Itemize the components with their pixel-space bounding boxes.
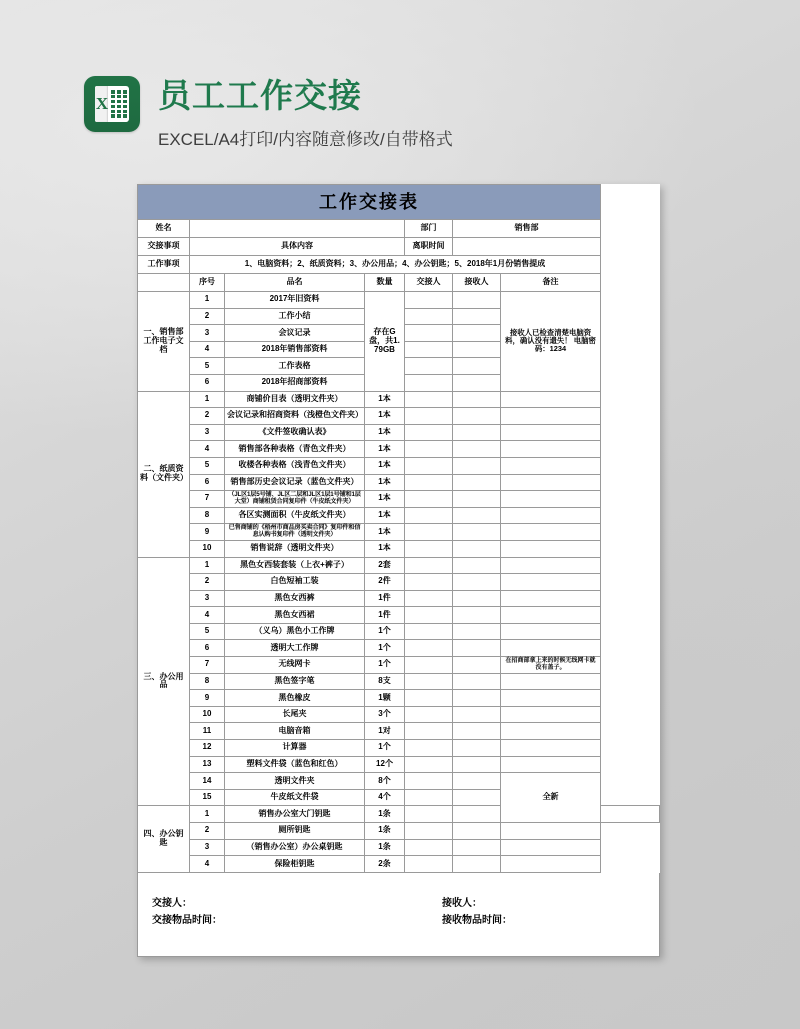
row-receiver[interactable]: [453, 756, 501, 773]
row-index: 1: [190, 806, 225, 823]
row-receiver[interactable]: [453, 474, 501, 491]
row-item: 销售说辞（透明文件夹）: [225, 540, 365, 557]
row-receiver[interactable]: [453, 524, 501, 541]
signature-footer: [137, 873, 660, 957]
row-item: 2017年旧资料: [225, 292, 365, 309]
table-row: [138, 408, 660, 425]
row-receiver[interactable]: [453, 839, 501, 856]
row-receiver[interactable]: [453, 623, 501, 640]
row-index: 4: [190, 607, 225, 624]
info-row-handover: [138, 238, 660, 256]
row-item: 已售商铺的《梧州市商品房买卖合同》复印件和信息认购书复印件（透明文件夹）: [225, 524, 365, 541]
row-deliverer[interactable]: [405, 789, 453, 806]
table-row: [138, 491, 660, 508]
section-label: 二、纸质资料（文件夹）: [138, 391, 190, 557]
row-item: 白色短袖工装: [225, 574, 365, 591]
row-receiver[interactable]: [453, 706, 501, 723]
row-receiver[interactable]: [453, 292, 501, 309]
row-qty: 1条: [365, 839, 405, 856]
row-item: 透明大工作牌: [225, 640, 365, 657]
row-receiver[interactable]: [453, 823, 501, 840]
row-remark[interactable]: [501, 756, 601, 773]
row-receiver[interactable]: [453, 789, 501, 806]
row-receiver[interactable]: [453, 673, 501, 690]
row-deliverer[interactable]: [405, 740, 453, 757]
row-qty: 8个: [365, 773, 405, 790]
row-index: 3: [190, 839, 225, 856]
row-index: 2: [190, 408, 225, 425]
row-index: 8: [190, 507, 225, 524]
row-qty: 1本: [365, 391, 405, 408]
row-deliverer[interactable]: [405, 673, 453, 690]
row-index: 2: [190, 823, 225, 840]
row-remark[interactable]: [501, 856, 601, 873]
col-deliver: 交接人: [405, 274, 453, 292]
col-qty: 数量: [365, 274, 405, 292]
row-receiver[interactable]: [453, 325, 501, 342]
row-qty: 1条: [365, 806, 405, 823]
row-remark[interactable]: [501, 623, 601, 640]
row-qty: 1本: [365, 474, 405, 491]
row-deliverer[interactable]: [405, 773, 453, 790]
row-qty: 1对: [365, 723, 405, 740]
row-item: 会议记录和招商资料（浅橙色文件夹）: [225, 408, 365, 425]
row-receiver[interactable]: [453, 557, 501, 574]
table-row: [138, 574, 660, 591]
worksheet-card: [137, 184, 660, 957]
row-receiver[interactable]: [453, 308, 501, 325]
row-remark[interactable]: [501, 474, 601, 491]
promo-title: 员工工作交接: [158, 77, 362, 114]
table-row: [138, 623, 660, 640]
row-remark[interactable]: 全新: [501, 773, 601, 823]
col-remark: 备注: [501, 274, 601, 292]
row-item: 塑料文件袋（蓝色和红色）: [225, 756, 365, 773]
row-index: 3: [190, 424, 225, 441]
leave-time-value[interactable]: [453, 238, 601, 256]
row-qty: 1件: [365, 607, 405, 624]
row-qty: 1本: [365, 408, 405, 425]
deliverer-block: [152, 895, 442, 930]
row-receiver[interactable]: [453, 507, 501, 524]
row-item: 黑色女西装套装（上衣+裤子）: [225, 557, 365, 574]
row-remark[interactable]: [501, 391, 601, 408]
row-item: 无线网卡: [225, 657, 365, 674]
row-qty: 1本: [365, 491, 405, 508]
row-deliverer[interactable]: [405, 756, 453, 773]
row-receiver[interactable]: [453, 806, 501, 823]
excel-file-icon: X: [84, 76, 140, 132]
row-remark[interactable]: [501, 408, 601, 425]
row-index: 5: [190, 457, 225, 474]
row-qty: 1本: [365, 441, 405, 458]
row-index: 3: [190, 325, 225, 342]
receiver-block: [442, 895, 512, 930]
row-index: 9: [190, 690, 225, 707]
row-item: 黑色女西裙: [225, 607, 365, 624]
work-items-label: 工作事项: [138, 256, 190, 274]
row-qty: 1本: [365, 424, 405, 441]
table-row: [138, 839, 660, 856]
row-item: （JL区1层5号铺、JL区二层和JL区1层1号铺和1层大堂）商铺租赁合同复印件（牛皮纸文件夹）: [225, 491, 365, 508]
row-deliverer[interactable]: [405, 839, 453, 856]
row-deliverer[interactable]: [405, 325, 453, 342]
row-index: 8: [190, 673, 225, 690]
row-receiver[interactable]: [453, 540, 501, 557]
row-receiver[interactable]: [453, 607, 501, 624]
row-qty: 1本: [365, 524, 405, 541]
table-row: [138, 856, 660, 873]
row-remark[interactable]: [501, 740, 601, 757]
info-row-name: [138, 220, 660, 238]
row-item: 透明文件夹: [225, 773, 365, 790]
row-item: 销售办公室大门钥匙: [225, 806, 365, 823]
table-row: [138, 740, 660, 757]
row-deliverer[interactable]: [405, 607, 453, 624]
row-index: 9: [190, 524, 225, 541]
row-index: 14: [190, 773, 225, 790]
row-qty: 1条: [365, 823, 405, 840]
row-index: 5: [190, 358, 225, 375]
row-item: 2018年招商部资料: [225, 374, 365, 391]
row-remark[interactable]: [501, 607, 601, 624]
row-receiver[interactable]: [453, 408, 501, 425]
row-deliverer[interactable]: [405, 341, 453, 358]
row-remark[interactable]: [601, 806, 660, 823]
row-index: 6: [190, 640, 225, 657]
row-remark[interactable]: [501, 706, 601, 723]
table-row: [138, 607, 660, 624]
row-qty: 1个: [365, 740, 405, 757]
row-item: 《文件签收确认表》: [225, 424, 365, 441]
row-deliverer[interactable]: [405, 491, 453, 508]
row-index: 6: [190, 474, 225, 491]
row-receiver[interactable]: [453, 491, 501, 508]
table-row: [138, 723, 660, 740]
row-qty: 2件: [365, 574, 405, 591]
row-item: 2018年销售部资料: [225, 341, 365, 358]
row-qty: 4个: [365, 789, 405, 806]
row-deliverer[interactable]: [405, 540, 453, 557]
row-index: 1: [190, 292, 225, 309]
row-deliverer[interactable]: [405, 441, 453, 458]
promo-banner: [84, 76, 453, 150]
row-item: 黑色签字笔: [225, 673, 365, 690]
row-receiver[interactable]: [453, 723, 501, 740]
row-index: 6: [190, 374, 225, 391]
row-qty: 1个: [365, 657, 405, 674]
row-item: 收楼各种表格（浅青色文件夹）: [225, 457, 365, 474]
row-receiver[interactable]: [453, 657, 501, 674]
row-remark[interactable]: [501, 574, 601, 591]
row-receiver[interactable]: [453, 740, 501, 757]
work-items-value[interactable]: 1、电脑资料；2、纸质资料；3、办公用品；4、办公钥匙；5、2018年1月份销售提成: [190, 256, 601, 274]
table-row: [138, 673, 660, 690]
row-qty: 1本: [365, 540, 405, 557]
row-deliverer[interactable]: [405, 823, 453, 840]
row-remark[interactable]: [501, 823, 601, 840]
row-index: 1: [190, 391, 225, 408]
table-row: [138, 590, 660, 607]
handover-table: [137, 184, 660, 873]
row-receiver[interactable]: [453, 690, 501, 707]
table-row: [138, 292, 660, 309]
table-row: [138, 690, 660, 707]
row-item: 长尾夹: [225, 706, 365, 723]
row-deliverer[interactable]: [405, 557, 453, 574]
row-qty-merged: 存在G盘，共1.79GB: [365, 292, 405, 392]
row-qty: 2条: [365, 856, 405, 873]
row-item: 计算器: [225, 740, 365, 757]
row-receiver[interactable]: [453, 590, 501, 607]
row-deliverer[interactable]: [405, 574, 453, 591]
table-row: [138, 441, 660, 458]
row-deliverer[interactable]: [405, 690, 453, 707]
table-row: [138, 756, 660, 773]
row-deliverer[interactable]: [405, 590, 453, 607]
row-qty: 1件: [365, 590, 405, 607]
row-deliverer[interactable]: [405, 657, 453, 674]
receive-time-label: 接收物品时间：: [442, 915, 512, 927]
row-index: 4: [190, 856, 225, 873]
row-deliverer[interactable]: [405, 391, 453, 408]
section-label: 一、销售部工作电子文档: [138, 292, 190, 392]
row-qty: 1本: [365, 507, 405, 524]
row-qty: 1本: [365, 457, 405, 474]
row-item: 工作小结: [225, 308, 365, 325]
dept-label: 部门: [405, 220, 453, 238]
row-qty: 1颗: [365, 690, 405, 707]
col-category: [138, 274, 190, 292]
row-item: 商铺价目表（透明文件夹）: [225, 391, 365, 408]
row-receiver[interactable]: [453, 574, 501, 591]
row-index: 10: [190, 706, 225, 723]
row-item: 牛皮纸文件袋: [225, 789, 365, 806]
section-label: 三、办公用品: [138, 557, 190, 806]
row-index: 15: [190, 789, 225, 806]
row-index: 13: [190, 756, 225, 773]
row-deliverer[interactable]: [405, 457, 453, 474]
row-item: 会议记录: [225, 325, 365, 342]
col-index: 序号: [190, 274, 225, 292]
row-receiver[interactable]: [453, 441, 501, 458]
row-index: 10: [190, 540, 225, 557]
section-label: 四、办公钥匙: [138, 806, 190, 872]
table-row: [138, 540, 660, 557]
row-index: 7: [190, 491, 225, 508]
row-remark[interactable]: [501, 723, 601, 740]
row-item: 销售部历史会议记录（蓝色文件夹）: [225, 474, 365, 491]
row-remark[interactable]: [501, 673, 601, 690]
row-qty: 3个: [365, 706, 405, 723]
row-deliverer[interactable]: [405, 706, 453, 723]
row-remark[interactable]: [501, 524, 601, 541]
row-remark[interactable]: [501, 441, 601, 458]
row-index: 7: [190, 657, 225, 674]
row-item: 黑色女西裤: [225, 590, 365, 607]
col-item: 品名: [225, 274, 365, 292]
row-index: 11: [190, 723, 225, 740]
row-remark[interactable]: [501, 839, 601, 856]
handover-items-label: 交接事项: [138, 238, 190, 256]
row-item: 各区实测面积（牛皮纸文件夹）: [225, 507, 365, 524]
row-receiver[interactable]: [453, 856, 501, 873]
table-row: [138, 507, 660, 524]
detail-label: 具体内容: [190, 238, 405, 256]
row-qty: 1个: [365, 623, 405, 640]
table-row: [138, 823, 660, 840]
table-row: [138, 640, 660, 657]
row-item: 销售部各种表格（青色文件夹）: [225, 441, 365, 458]
info-row-work-items: [138, 256, 660, 274]
row-item: 电脑音箱: [225, 723, 365, 740]
row-remark[interactable]: [501, 540, 601, 557]
row-remark[interactable]: 在招商部拿上来的时候无线网卡就没有盖子。: [501, 657, 601, 674]
table-row: [138, 524, 660, 541]
row-deliverer[interactable]: [405, 424, 453, 441]
row-index: 4: [190, 341, 225, 358]
row-deliverer[interactable]: [405, 358, 453, 375]
row-qty: 12个: [365, 756, 405, 773]
table-row: [138, 474, 660, 491]
receiver-label: 接收人：: [442, 897, 482, 909]
deliver-time-label: 交接物品时间：: [152, 915, 222, 927]
row-index: 12: [190, 740, 225, 757]
row-remark[interactable]: [501, 640, 601, 657]
row-receiver[interactable]: [453, 374, 501, 391]
row-remark[interactable]: [501, 507, 601, 524]
row-deliverer[interactable]: [405, 623, 453, 640]
name-label: 姓名: [138, 220, 190, 238]
promo-subtitle: EXCEL/A4打印/内容随意修改/自带格式: [158, 129, 453, 149]
row-remark[interactable]: [501, 491, 601, 508]
name-value[interactable]: [190, 220, 405, 238]
row-deliverer[interactable]: [405, 292, 453, 309]
row-deliverer[interactable]: [405, 408, 453, 425]
row-deliverer[interactable]: [405, 308, 453, 325]
row-qty: 1个: [365, 640, 405, 657]
row-deliverer[interactable]: [405, 474, 453, 491]
row-item: 工作表格: [225, 358, 365, 375]
table-row: [138, 391, 660, 408]
row-remark[interactable]: [501, 424, 601, 441]
row-item: 厕所钥匙: [225, 823, 365, 840]
table-row: [138, 657, 660, 674]
row-remark[interactable]: [501, 690, 601, 707]
row-receiver[interactable]: [453, 341, 501, 358]
row-qty: 2套: [365, 557, 405, 574]
table-row: [138, 557, 660, 574]
row-index: 1: [190, 557, 225, 574]
row-receiver[interactable]: [453, 358, 501, 375]
table-row: [138, 706, 660, 723]
col-receive: 接收人: [453, 274, 501, 292]
row-deliverer[interactable]: [405, 524, 453, 541]
row-receiver[interactable]: [453, 457, 501, 474]
row-index: 2: [190, 574, 225, 591]
row-deliverer[interactable]: [405, 640, 453, 657]
row-item: 保险柜钥匙: [225, 856, 365, 873]
row-item: （销售办公室）办公桌钥匙: [225, 839, 365, 856]
row-remark[interactable]: [501, 457, 601, 474]
row-deliverer[interactable]: [405, 723, 453, 740]
sheet-title-row: [138, 185, 660, 220]
row-item: （义乌）黑色小工作牌: [225, 623, 365, 640]
row-index: 3: [190, 590, 225, 607]
row-index: 2: [190, 308, 225, 325]
row-remark[interactable]: [501, 557, 601, 574]
row-item: 黑色橡皮: [225, 690, 365, 707]
row-receiver[interactable]: [453, 773, 501, 790]
sheet-title: 工作交接表: [138, 185, 601, 220]
row-index: 5: [190, 623, 225, 640]
row-deliverer[interactable]: [405, 374, 453, 391]
row-deliverer[interactable]: [405, 507, 453, 524]
row-remark-merged: 接收人已检查清楚电脑资料，确认没有遗失！ 电脑密码：1234: [501, 292, 601, 392]
row-receiver[interactable]: [453, 424, 501, 441]
leave-time-label: 离职时间: [405, 238, 453, 256]
row-deliverer[interactable]: [405, 856, 453, 873]
row-deliverer[interactable]: [405, 806, 453, 823]
row-index: 4: [190, 441, 225, 458]
row-qty: 8支: [365, 673, 405, 690]
table-row: [138, 773, 660, 790]
row-receiver[interactable]: [453, 640, 501, 657]
table-row: [138, 457, 660, 474]
table-row: [138, 424, 660, 441]
dept-value[interactable]: 销售部: [453, 220, 601, 238]
column-header-row: [138, 274, 660, 292]
deliverer-label: 交接人：: [152, 897, 192, 909]
row-remark[interactable]: [501, 590, 601, 607]
row-receiver[interactable]: [453, 391, 501, 408]
